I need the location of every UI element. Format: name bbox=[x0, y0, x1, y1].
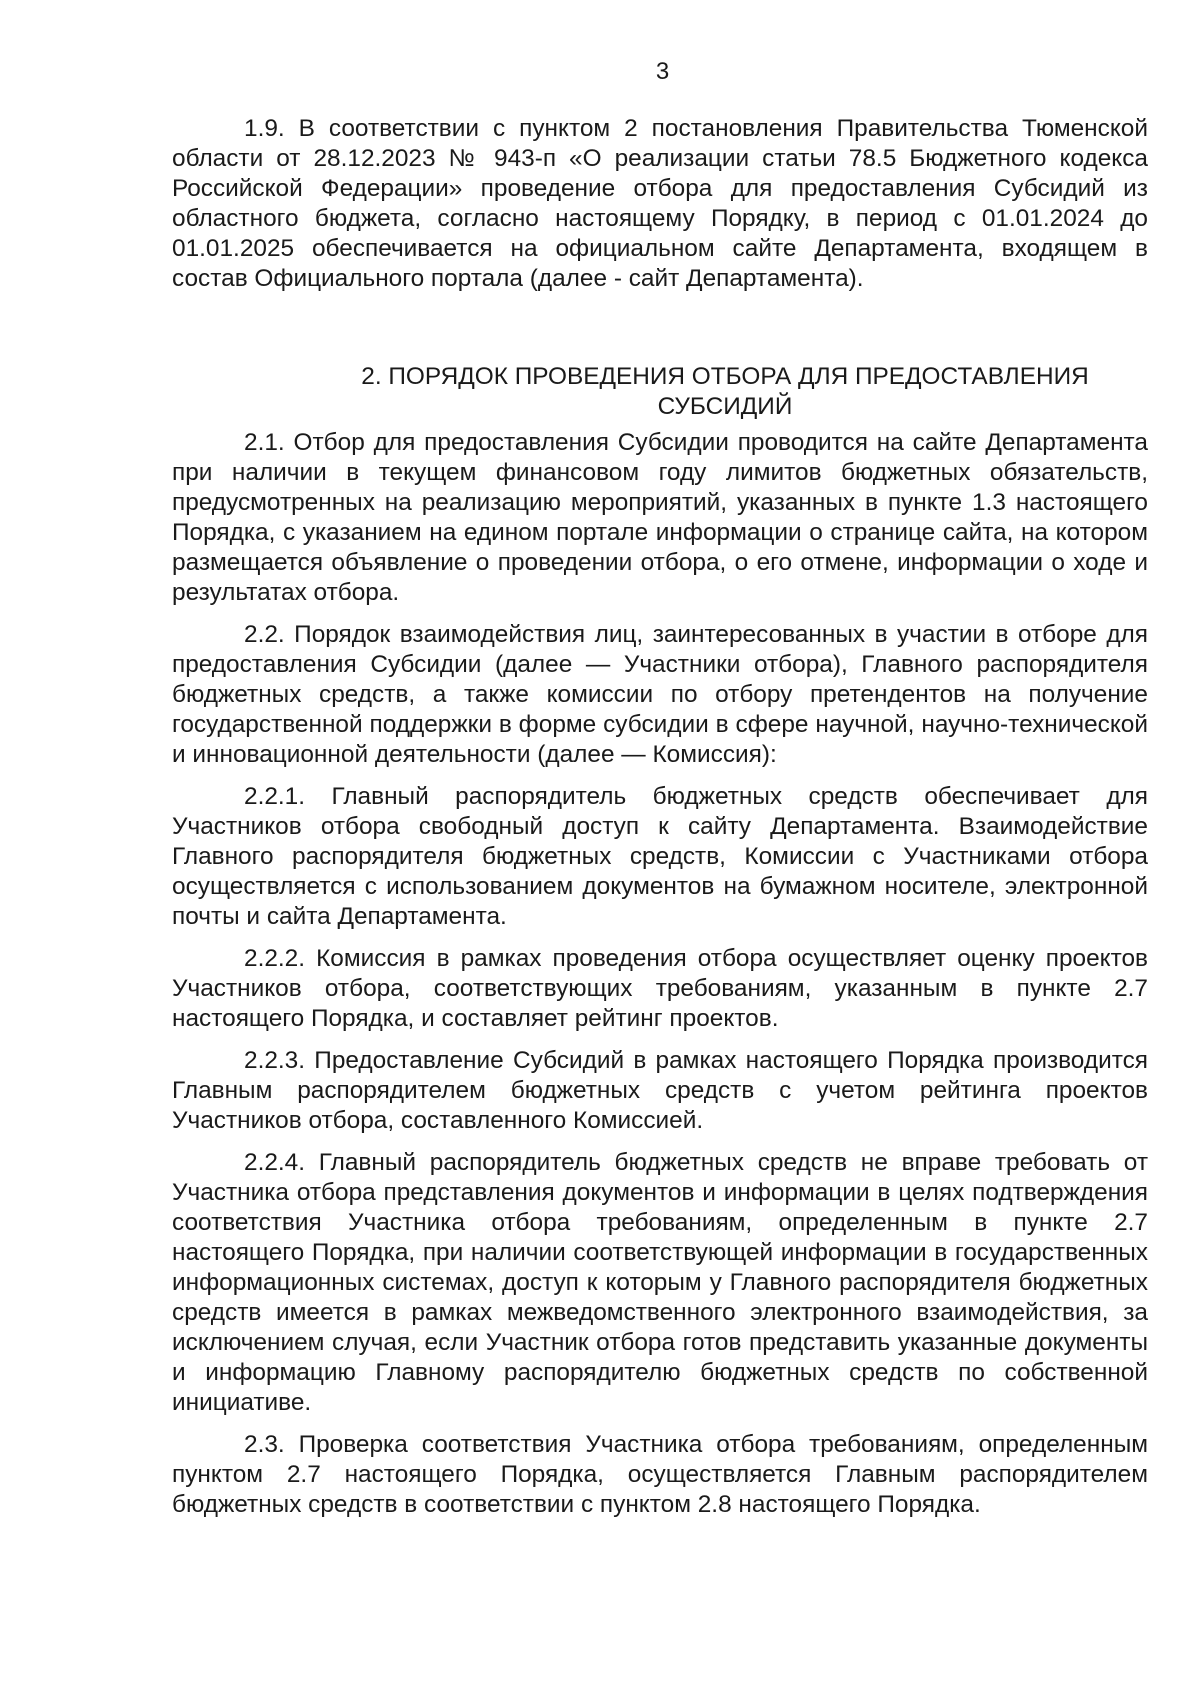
page-number: 3 bbox=[655, 58, 670, 85]
paragraph-2-2-1: 2.2.1. Главный распорядитель бюджетных средств обеспечивает для Участников отбора свободный доступ к сайту Департамента. Взаимодействие Главного распорядителя бюджетных средств, Комиссии с Участниками отбора осуществляется с использованием документов на бумажном носителе, электронной почты и сайта Департамента. bbox=[172, 783, 1148, 930]
document-body bbox=[172, 114, 1148, 1520]
paragraph-2-2: 2.2. Порядок взаимодействия лиц, заинтересованных в участии в отборе для предоставления Субсидии (далее — Участники отбора), Главного распорядителя бюджетных средств, а также комиссии по отбору претендентов на получение государственной поддержки в форме субсидии в сфере научной, научно-технической и инновационной деятельности (далее — Комиссия): bbox=[172, 621, 1148, 768]
paragraph-2-1: 2.1. Отбор для предоставления Субсидии проводится на сайте Департамента при наличии в текущем финансовом году лимитов бюджетных обязательств, предусмотренных на реализацию мероприятий, указанных в пункте 1.3 настоящего Порядка, с указанием на едином портале информации о странице сайта, на котором размещается объявление о проведении отбора, о его отмене, информации о ходе и результатах отбора. bbox=[172, 429, 1148, 606]
section-title bbox=[172, 362, 1148, 422]
paragraph-2-2-4: 2.2.4. Главный распорядитель бюджетных средств не вправе требовать от Участника отбора представления документов и информации в целях подтверждения соответствия Участника отбора требованиям, определенным в пункте 2.7 настоящего Порядка, при наличии соответствующей информации в государственных информационных системах, доступ к которым у Главного распорядителя бюджетных средств имеется в рамках межведомственного электронного взаимодействия, за исключением случая, если Участник отбора готов представить указанные документы и информацию Главному распорядителю бюджетных средств по собственной инициативе. bbox=[172, 1149, 1148, 1416]
section-title-line-1: 2. ПОРЯДОК ПРОВЕДЕНИЯ ОТБОРА ДЛЯ ПРЕДОСТАВЛЕНИЯ bbox=[361, 363, 1089, 390]
paragraph-2-3: 2.3. Проверка соответствия Участника отбора требованиям, определенным пунктом 2.7 настоящего Порядка, осуществляется Главным распорядителем бюджетных средств в соответствии с пунктом 2.8 настоящего Порядка. bbox=[172, 1431, 1148, 1518]
paragraph-2-2-2: 2.2.2. Комиссия в рамках проведения отбора осуществляет оценку проектов Участников отбора, соответствующих требованиям, указанным в пункте 2.7 настоящего Порядка, и составляет рейтинг проектов. bbox=[172, 945, 1148, 1032]
section-title-line-2: СУБСИДИЙ bbox=[657, 393, 793, 420]
paragraph-1-9: 1.9. В соответствии с пунктом 2 постановления Правительства Тюменской области от 28.12.2023 № 943-п «О реализации статьи 78.5 Бюджетного кодекса Российской Федерации» проведение отбора для предоставления Субсидий из областного бюджета, согласно настоящему Порядку, в период с 01.01.2024 до 01.01.2025 обеспечивается на официальном сайте Департамента, входящем в состав Официального портала (далее - сайт Департамента). bbox=[172, 115, 1148, 292]
paragraph-2-2-3: 2.2.3. Предоставление Субсидий в рамках настоящего Порядка производится Главным распорядителем бюджетных средств с учетом рейтинга проектов Участников отбора, составленного Комиссией. bbox=[172, 1047, 1148, 1134]
